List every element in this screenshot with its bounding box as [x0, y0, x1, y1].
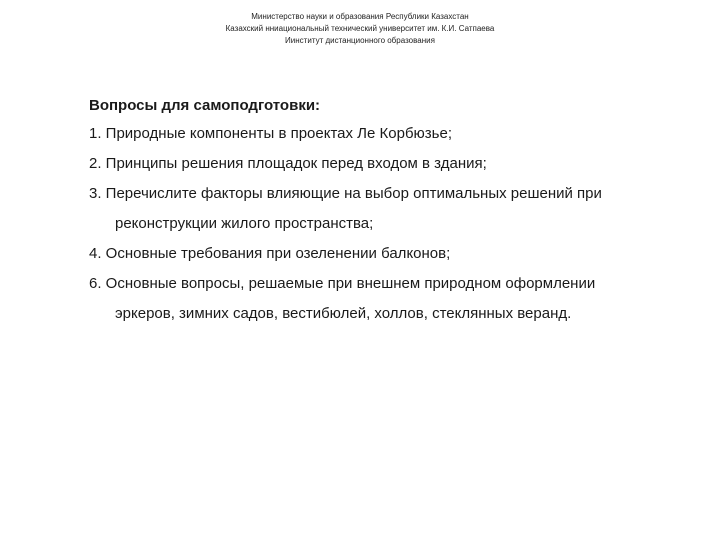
header-institute: Иинститут дистанционного образования [285, 36, 435, 45]
question-line: 3. Перечислите факторы влияющие на выбор оптимальных решений при [89, 185, 602, 202]
question-line: 1. Природные компоненты в проектах Ле Корбюзье; [89, 125, 452, 142]
questions-title: Вопросы для самоподготовки: [89, 97, 321, 114]
question-item-3 [89, 184, 689, 244]
document-header [0, 11, 720, 47]
header-university: Казахский нниациональный технический университет им. К.И. Сатпаева [225, 24, 495, 33]
question-line: 4. Основные требования при озеленении балконов; [89, 245, 451, 262]
question-item-4 [89, 244, 689, 274]
question-item-1 [89, 124, 689, 154]
question-item-6 [89, 274, 689, 334]
question-line: 2. Принципы решения площадок перед входом в здания; [89, 155, 487, 172]
question-line-continuation: реконструкции жилого пространства; [115, 215, 374, 232]
header-ministry: Министерство науки и образования Республики Казахстан [251, 12, 469, 21]
question-line: 6. Основные вопросы, решаемые при внешнем природном оформлении [89, 275, 596, 292]
question-line-continuation: эркеров, зимних садов, вестибюлей, холлов, стеклянных веранд. [115, 305, 572, 322]
questions-section [89, 96, 689, 334]
question-item-2 [89, 154, 689, 184]
